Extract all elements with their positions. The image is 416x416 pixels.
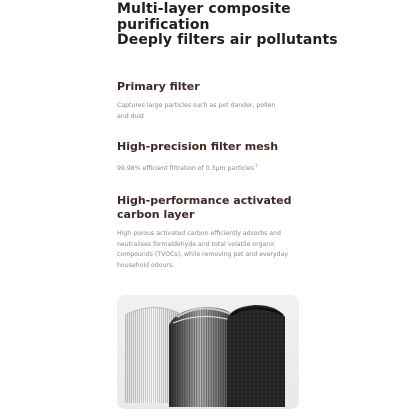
section-description-line: and dust: [117, 112, 145, 120]
section-primary-filter: [117, 80, 302, 122]
hero-title-line-3: Deeply filters air pollutants: [117, 32, 338, 48]
section-description: [117, 161, 302, 175]
section-heading: [117, 194, 302, 222]
section-description-line: compounds (TVOCs), while removing pet and everyday: [117, 251, 288, 258]
section-heading-line: Primary filter: [117, 80, 200, 93]
carbon-layer: [227, 305, 285, 407]
section-description: [117, 101, 302, 122]
section-filter-mesh: [117, 140, 302, 175]
hero-title-line-2: purification: [117, 16, 210, 33]
section-heading: [117, 140, 302, 154]
filter-layers-image: [117, 295, 299, 409]
section-activated-carbon: [117, 194, 302, 271]
section-description-line: household odours.: [117, 261, 175, 269]
hero-title: [117, 2, 377, 49]
section-heading-line: High-performance activated: [117, 194, 292, 207]
section-heading: [117, 80, 302, 94]
hero-title-line-1: Multi-layer composite: [117, 1, 291, 17]
section-description-line: neutralises formaldehyde and total volatile organic: [117, 240, 276, 248]
section-description-text: 99.98% efficient filtration of 0.3μm particles: [117, 165, 255, 173]
section-description-line: High porous activated carbon efficiently adsorbs and: [117, 230, 281, 237]
section-description-line: [117, 161, 302, 175]
section-heading-line: High-precision filter mesh: [117, 140, 279, 153]
section-heading-line: carbon layer: [117, 208, 195, 221]
footnote-marker: 1: [255, 163, 258, 168]
section-description: [117, 229, 302, 271]
section-description-line: Captures large particles such as pet dander, pollen: [117, 102, 276, 109]
filter-layers-illustration-icon: [117, 295, 299, 409]
pleated-mesh-layer: [169, 307, 237, 407]
